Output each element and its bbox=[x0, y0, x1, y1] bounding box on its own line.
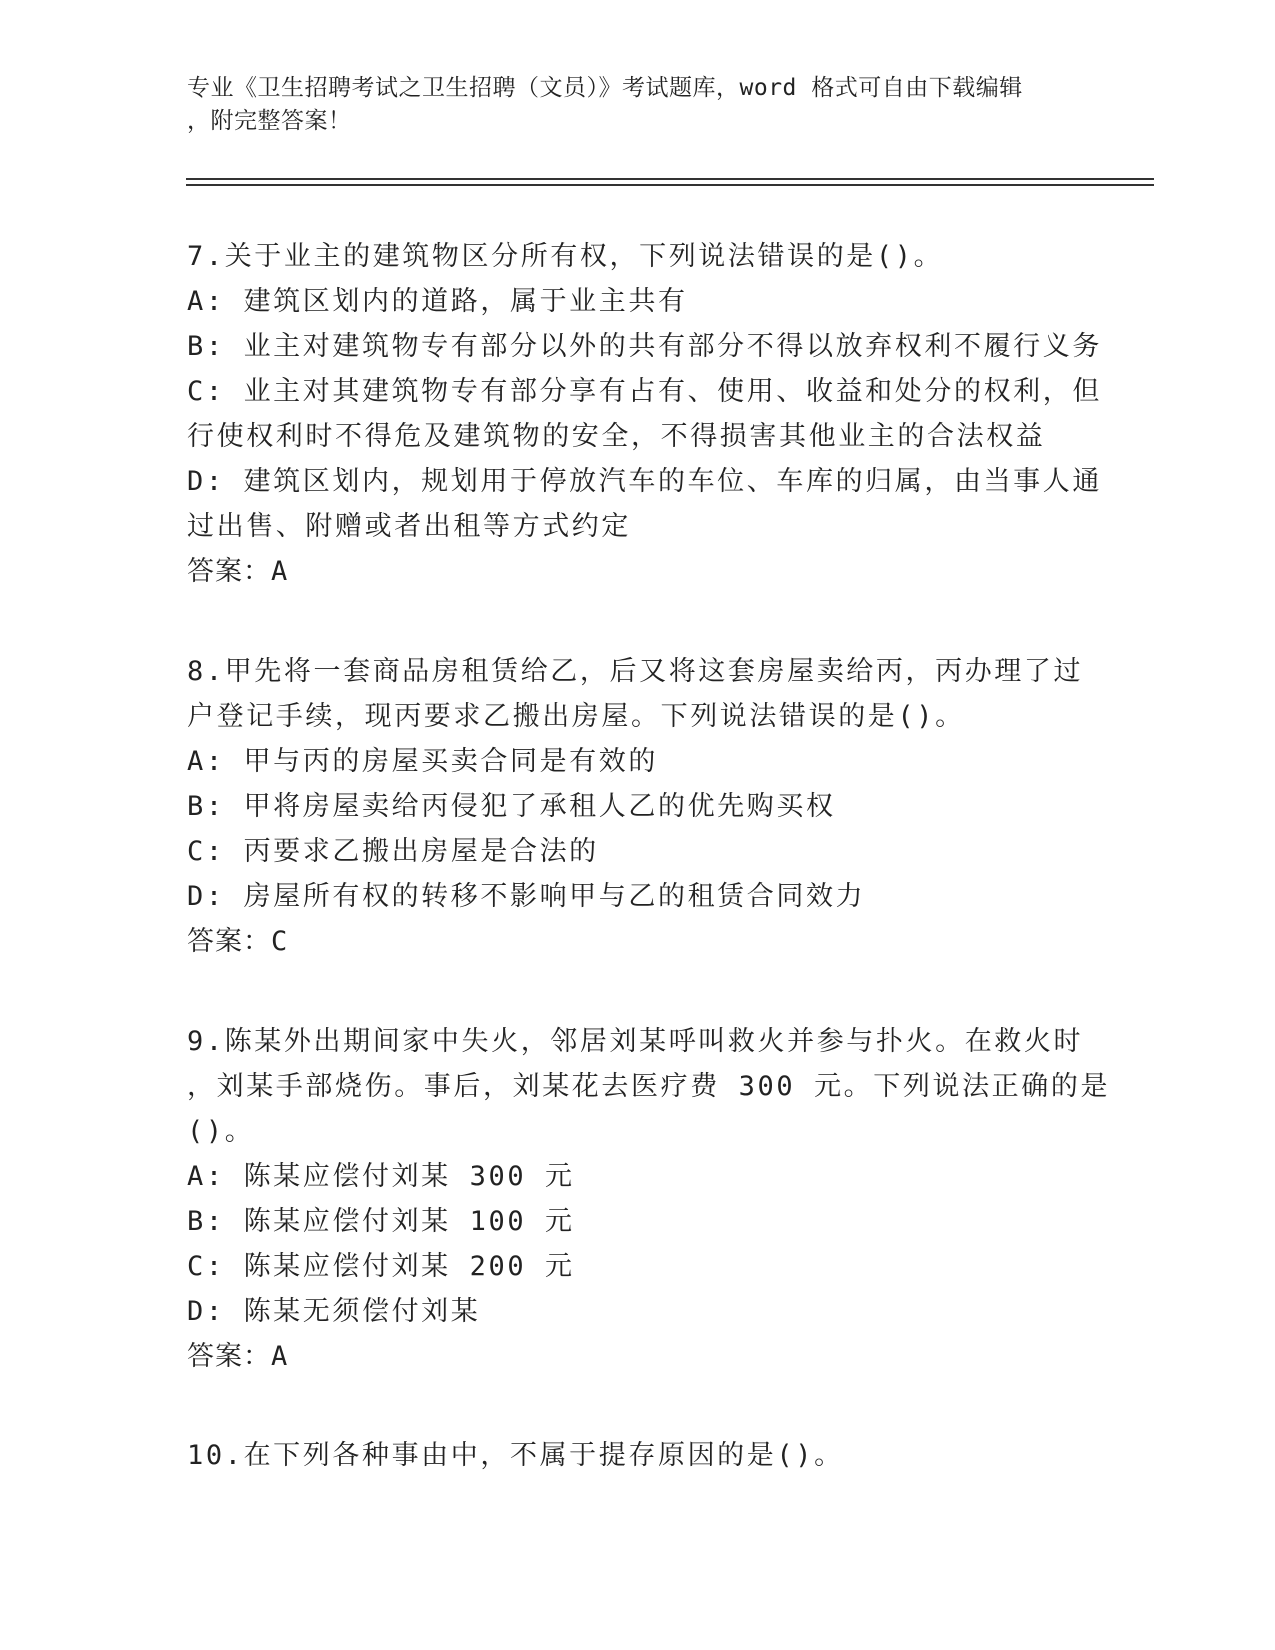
answer-line bbox=[187, 1334, 1087, 1379]
option-b: B: 甲将房屋卖给丙侵犯了承租人乙的优先购买权 bbox=[187, 791, 836, 822]
question-stem: 7.关于业主的建筑物区分所有权，下列说法错误的是()。 bbox=[187, 241, 944, 272]
option-d: D: 建筑区划内，规划用于停放汽车的车位、车库的归属，由当事人通 bbox=[187, 466, 1102, 497]
question-stem: 8.甲先将一套商品房租赁给乙，后又将这套房屋卖给丙，丙办理了过 bbox=[187, 656, 1084, 687]
option-c-continued: 行使权利时不得危及建筑物的安全，不得损害其他业主的合法权益 bbox=[187, 421, 1046, 452]
option-c: C: 业主对其建筑物专有部分享有占有、使用、收益和处分的权利，但 bbox=[187, 376, 1102, 407]
option-b: B: 业主对建筑物专有部分以外的共有部分不得以放弃权利不履行义务 bbox=[187, 331, 1102, 362]
option-d: D: 陈某无须偿付刘某 bbox=[187, 1296, 481, 1327]
answer-label: 答案： bbox=[187, 556, 271, 587]
option-a: A: 陈某应偿付刘某 300 元 bbox=[187, 1161, 575, 1192]
header-divider-top bbox=[186, 178, 1154, 180]
answer-label: 答案： bbox=[187, 926, 271, 957]
option-a: A: 建筑区划内的道路，属于业主共有 bbox=[187, 286, 688, 317]
question-stem: 10.在下列各种事由中，不属于提存原因的是()。 bbox=[187, 1440, 844, 1471]
question-stem: 9.陈某外出期间家中失火，邻居刘某呼叫救火并参与扑火。在救火时 bbox=[187, 1026, 1084, 1057]
answer-value: A bbox=[271, 556, 289, 587]
answer-line bbox=[187, 919, 1087, 964]
header-text-line-1: 专业《卫生招聘考试之卫生招聘（文员）》考试题库，word 格式可自由下载编辑 bbox=[187, 75, 1023, 101]
option-a: A: 甲与丙的房屋买卖合同是有效的 bbox=[187, 746, 658, 777]
header-divider-bottom bbox=[186, 184, 1154, 186]
option-c: C: 丙要求乙搬出房屋是合法的 bbox=[187, 836, 599, 867]
answer-value: A bbox=[271, 1341, 289, 1372]
question-stem-continued-2: ()。 bbox=[187, 1116, 255, 1147]
question-stem-continued: ，刘某手部烧伤。事后，刘某花去医疗费 300 元。下列说法正确的是 bbox=[187, 1071, 1111, 1102]
answer-line bbox=[187, 549, 1087, 594]
question-8 bbox=[187, 649, 1087, 964]
option-d-continued: 过出售、附赠或者出租等方式约定 bbox=[187, 511, 631, 542]
question-stem-continued: 户登记手续，现丙要求乙搬出房屋。下列说法错误的是()。 bbox=[187, 701, 965, 732]
question-10 bbox=[187, 1433, 1087, 1478]
option-d: D: 房屋所有权的转移不影响甲与乙的租赁合同效力 bbox=[187, 881, 866, 912]
question-9 bbox=[187, 1019, 1111, 1379]
answer-value: C bbox=[271, 926, 289, 957]
question-7 bbox=[187, 234, 1102, 594]
option-c: C: 陈某应偿付刘某 200 元 bbox=[187, 1251, 575, 1282]
document-header bbox=[187, 72, 1087, 138]
option-b: B: 陈某应偿付刘某 100 元 bbox=[187, 1206, 575, 1237]
answer-label: 答案： bbox=[187, 1341, 271, 1372]
header-text-line-2: ，附完整答案！ bbox=[187, 108, 352, 134]
